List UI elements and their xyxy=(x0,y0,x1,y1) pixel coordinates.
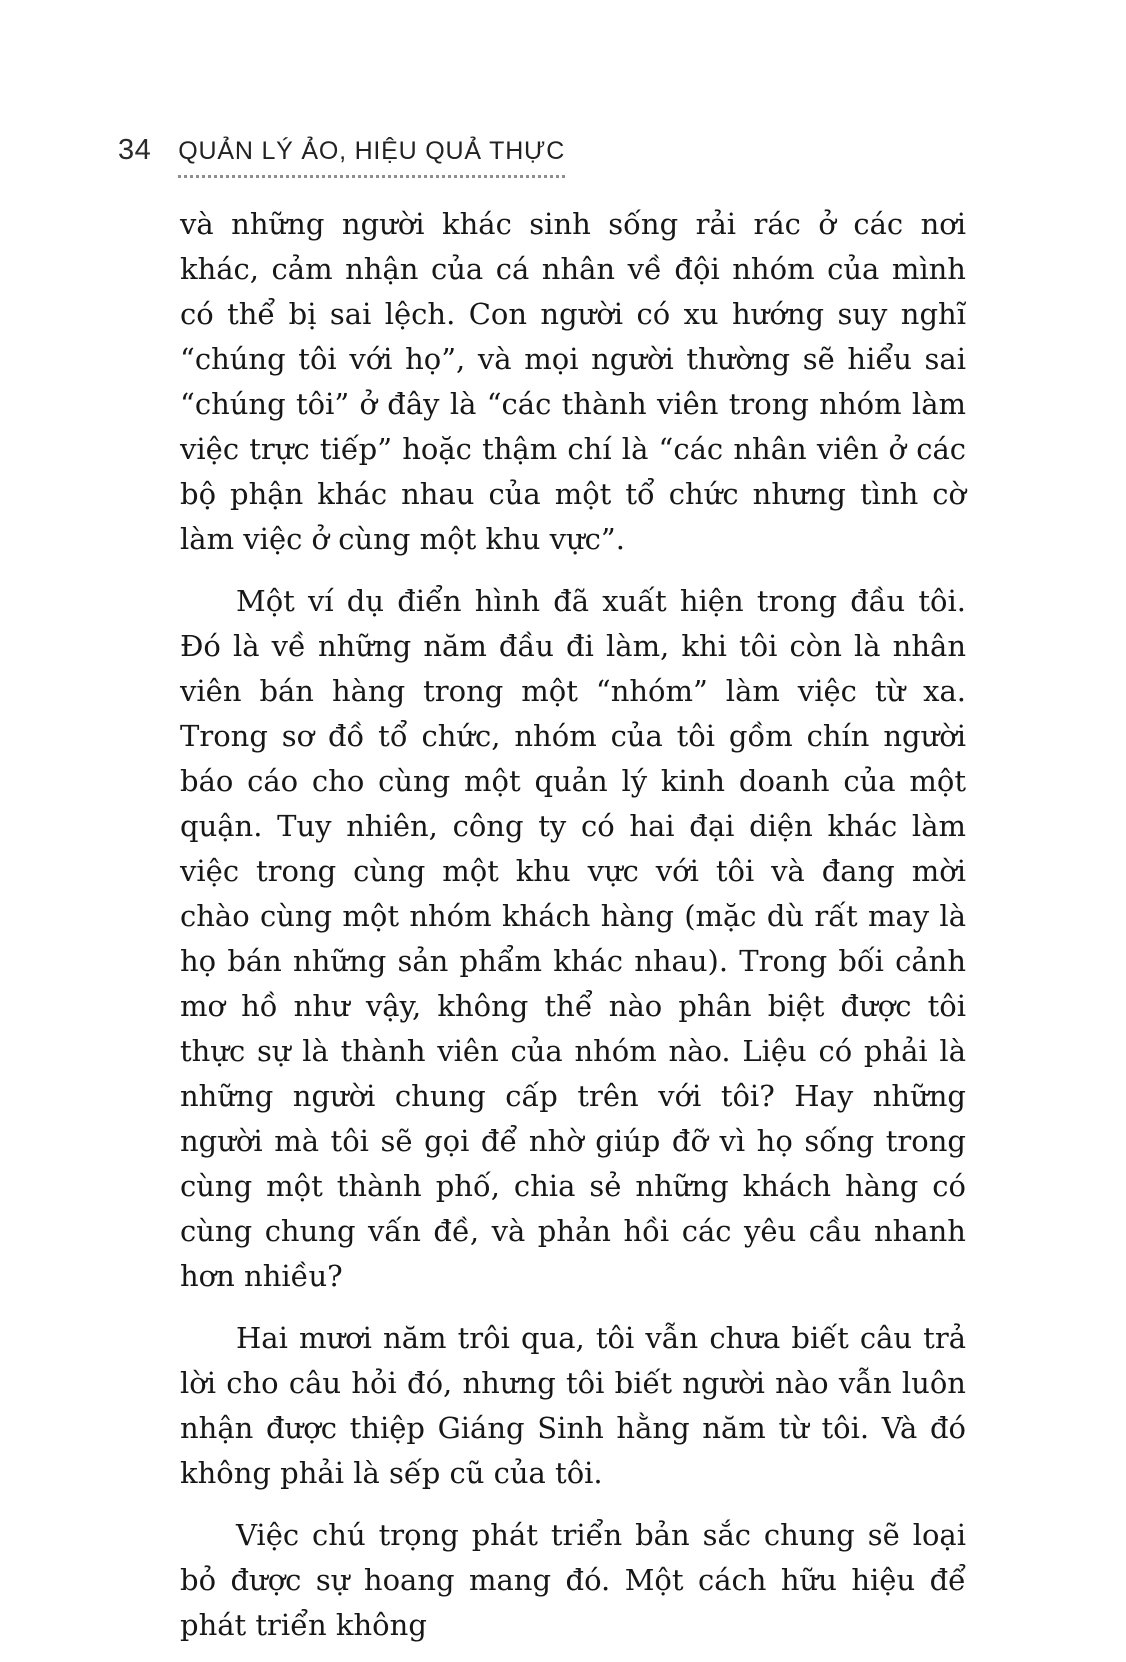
paragraph: và những người khác sinh sống rải rác ở các nơi khác, cảm nhận của cá nhân về đội nhóm của mình có thể bị sai lệch. Con người có xu hướng suy nghĩ “chúng tôi với họ”, và mọi người thường sẽ hiểu sai “chúng tôi” ở đây là “các thành viên trong nhóm làm việc trực tiếp” hoặc thậm chí là “các nhân viên ở các bộ phận khác nhau của một tổ chức nhưng tình cờ làm việc ở cùng một khu vực”. xyxy=(180,207,966,556)
page-number: 34 xyxy=(118,134,152,166)
paragraph: Một ví dụ điển hình đã xuất hiện trong đầu tôi. Đó là về những năm đầu đi làm, khi tôi còn là nhân viên bán hàng trong một “nhóm” làm việc từ xa. Trong sơ đồ tổ chức, nhóm của tôi gồm chín người báo cáo cho cùng một quản lý kinh doanh của một quận. Tuy nhiên, công ty có hai đại diện khác làm việc trong cùng một khu vực với tôi và đang mời chào cùng một nhóm khách hàng (mặc dù rất may là họ bán những sản phẩm khác nhau). Trong bối cảnh mơ hồ như vậy, không thể nào phân biệt được tôi thực sự là thành viên của nhóm nào. Liệu có phải là những người chung cấp trên với tôi? Hay những người mà tôi sẽ gọi để nhờ giúp đỡ vì họ sống trong cùng một thành phố, chia sẻ những khách hàng có cùng chung vấn đề, và phản hồi các yêu cầu nhanh hơn nhiều? xyxy=(180,584,966,1293)
running-title: QUẢN LÝ ẢO, HIỆU QUẢ THỰC xyxy=(178,137,565,178)
paragraph: Hai mươi năm trôi qua, tôi vẫn chưa biết câu trả lời cho câu hỏi đó, nhưng tôi biết người nào vẫn luôn nhận được thiệp Giáng Sinh hằng năm từ tôi. Và đó không phải là sếp cũ của tôi. xyxy=(180,1321,966,1490)
paragraph: Việc chú trọng phát triển bản sắc chung sẽ loại bỏ được sự hoang mang đó. Một cách hữu hiệu để phát triển không xyxy=(180,1518,966,1642)
page-body xyxy=(180,202,966,1662)
page-header xyxy=(118,134,565,178)
